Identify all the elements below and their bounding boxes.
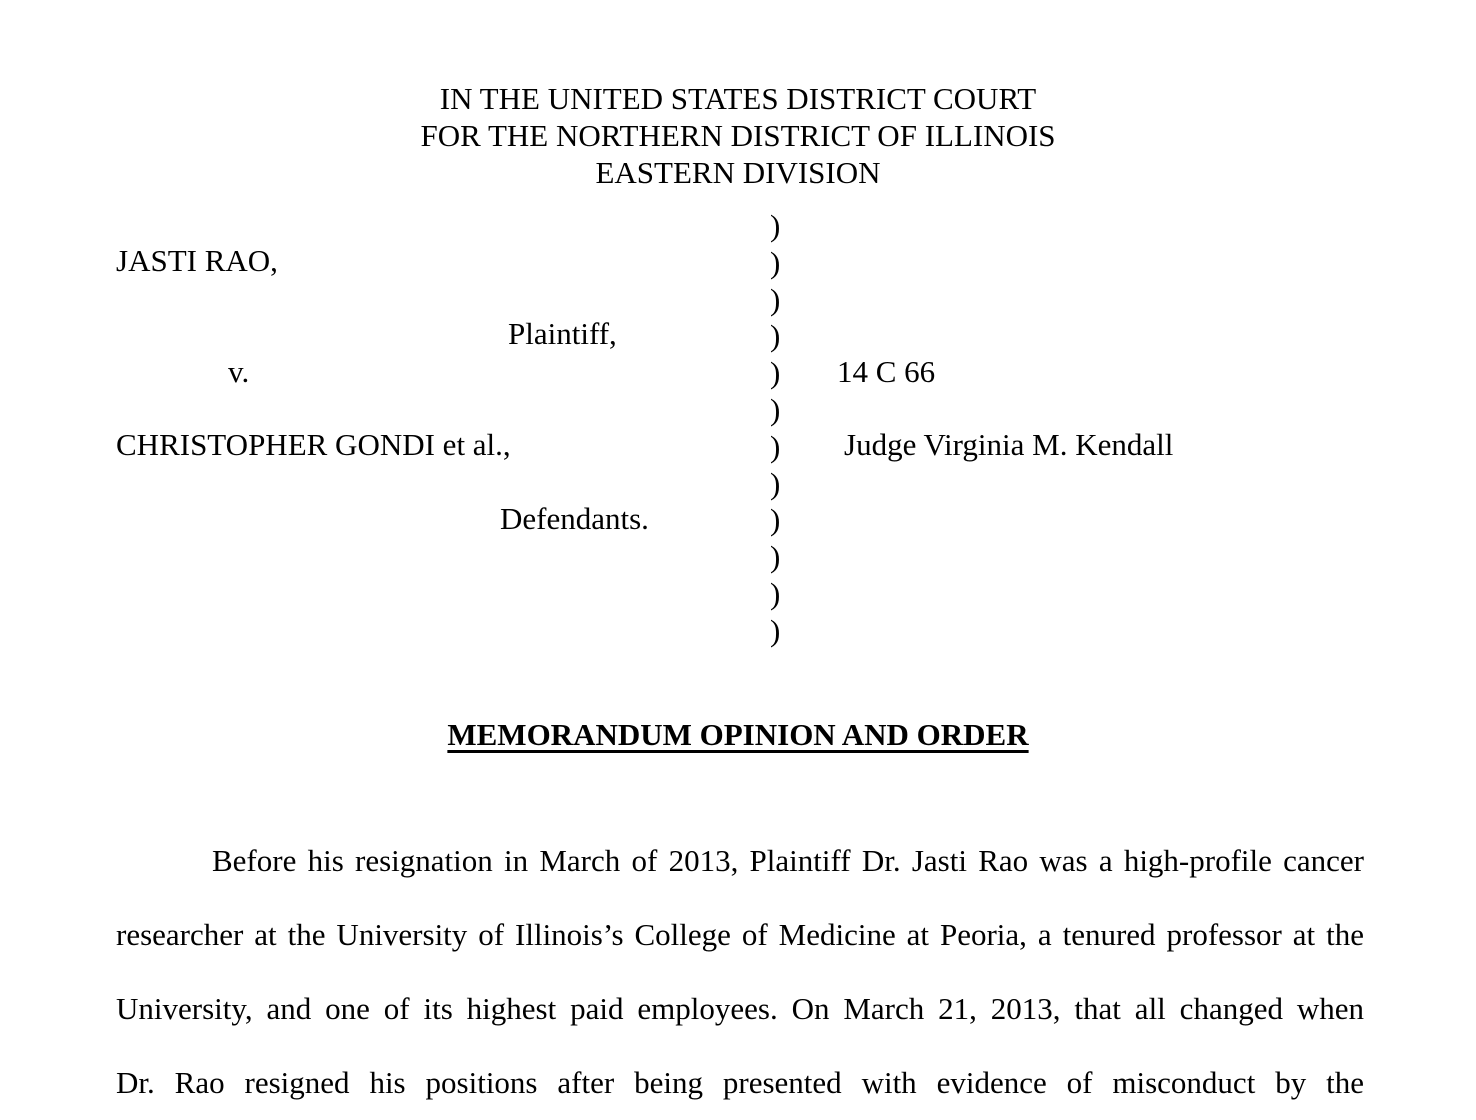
caption-paren: ) [770, 281, 781, 317]
case-number: 14 C 66 [837, 354, 936, 389]
caption-paren: ) [770, 428, 781, 464]
caption-paren: ) [770, 502, 781, 538]
versus-label: v. [228, 354, 250, 389]
caption-paren: ) [770, 612, 781, 648]
court-header-line-3: EASTERN DIVISION [595, 155, 881, 190]
court-header-line-2: FOR THE NORTHERN DISTRICT OF ILLINOIS [420, 118, 1056, 153]
caption-paren: ) [770, 318, 781, 354]
body-line: Before his resignation in March of 2013, Plaintiff Dr. Jasti Rao was a high-profile cancer [212, 843, 1364, 878]
plaintiff-name: JASTI RAO, [116, 243, 278, 278]
defendant-role: Defendants. [500, 501, 649, 536]
caption-parenthesis-column [770, 208, 780, 650]
court-header-line-1: IN THE UNITED STATES DISTRICT COURT [439, 81, 1037, 116]
document-title [0, 716, 1476, 753]
body-line: researcher at the University of Illinois’s College of Medicine at Peoria, a tenured professor at the [116, 917, 1364, 952]
caption-paren: ) [770, 539, 781, 575]
judge-name: Judge Virginia M. Kendall [844, 427, 1174, 462]
body-paragraph [116, 824, 1364, 1120]
document-title-text: MEMORANDUM OPINION AND ORDER [447, 717, 1029, 752]
caption-paren: ) [770, 208, 781, 243]
caption-paren: ) [770, 575, 781, 611]
caption-paren: ) [770, 355, 781, 391]
body-line: University, and one of its highest paid employees. On March 21, 2013, that all changed when [116, 991, 1364, 1026]
body-line: Dr. Rao resigned his positions after being presented with evidence of misconduct by the [116, 1065, 1364, 1100]
caption-paren: ) [770, 391, 781, 427]
caption-paren: ) [770, 244, 781, 280]
defendant-name: CHRISTOPHER GONDI et al., [116, 427, 511, 462]
caption-paren: ) [770, 465, 781, 501]
court-header [0, 80, 1476, 191]
plaintiff-role: Plaintiff, [508, 316, 617, 351]
